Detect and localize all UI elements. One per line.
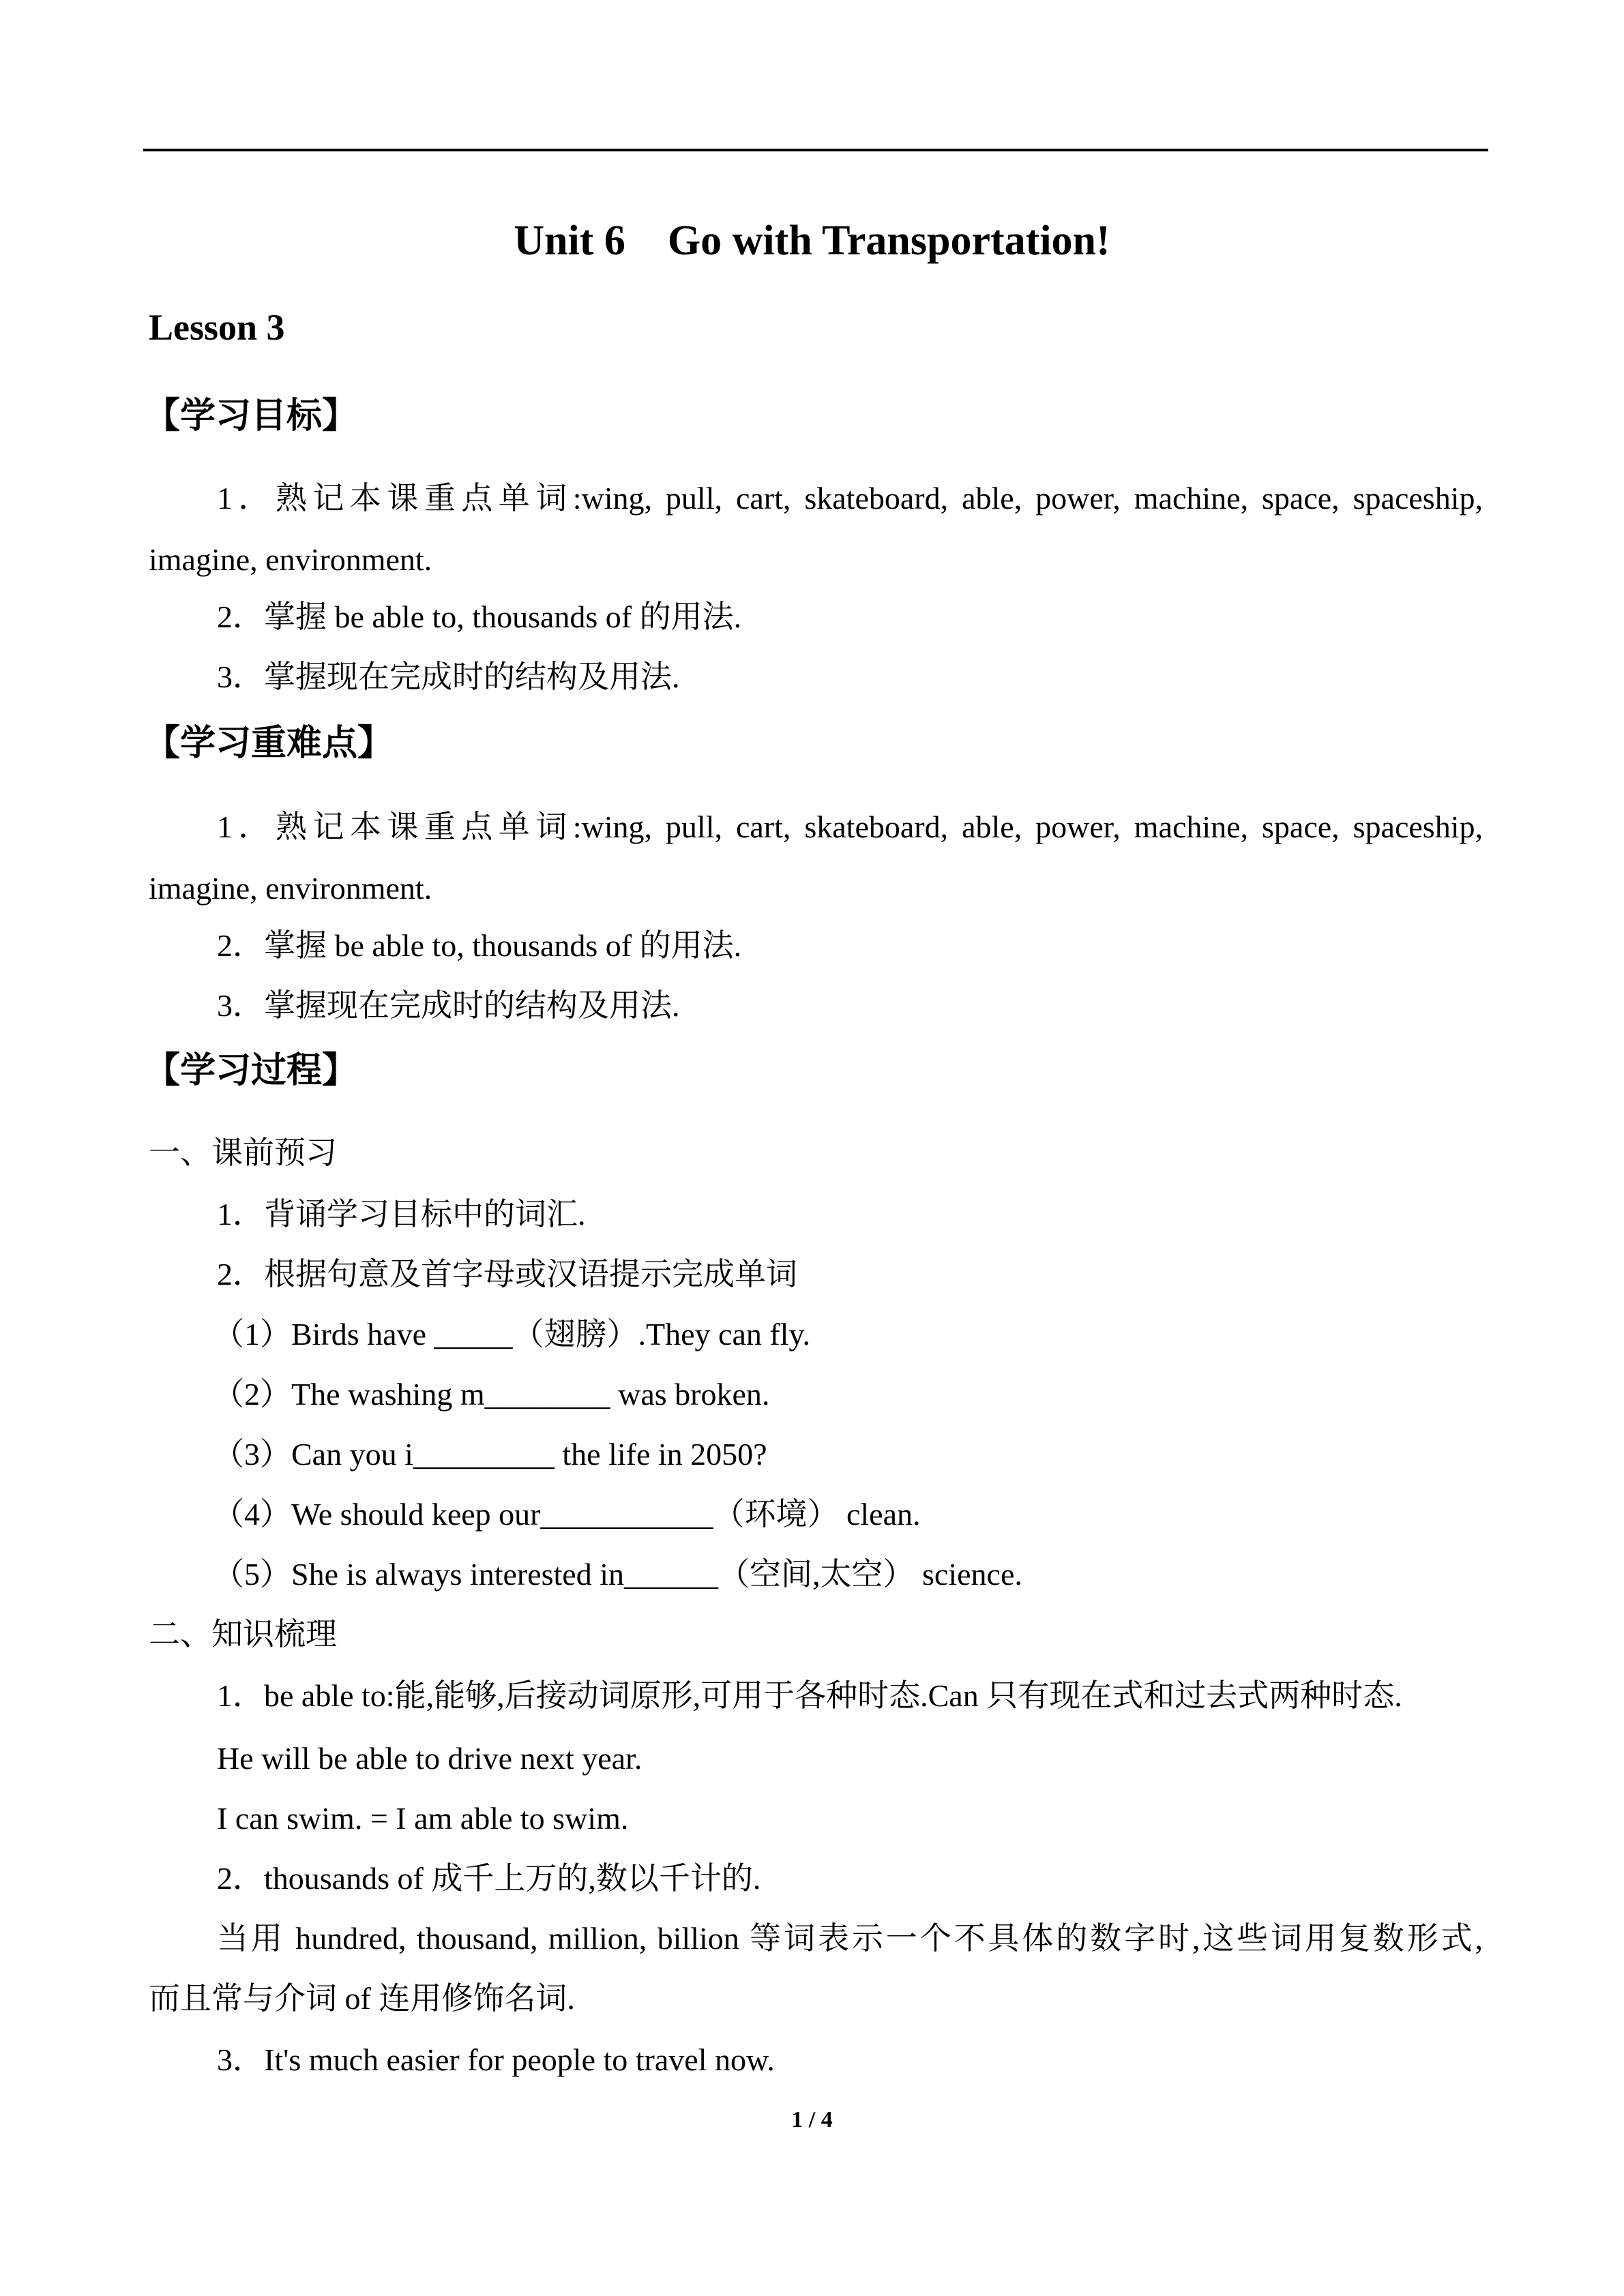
process-heading: 【学习过程】 [145, 1050, 358, 1091]
knowledge-item-2-note-line-2: 而且常与介词 of 连用修饰名词. [149, 1981, 575, 2016]
key-points-item-2: 2．掌握 be able to, thousands of 的用法. [217, 928, 742, 963]
exercise-4: （4）We should keep our___________（环境） clean. [213, 1497, 921, 1532]
knowledge-item-1: 1．be able to:能,能够,后接动词原形,可用于各种时态.Can 只有现在式和过去式两种时态. [217, 1678, 1402, 1713]
knowledge-item-2: 2．thousands of 成千上万的,数以千计的. [217, 1861, 761, 1896]
objectives-item-1-line-2: imagine, environment. [149, 542, 432, 577]
key-points-item-1-line-2: imagine, environment. [149, 871, 432, 906]
objectives-item-1-line-1: 1．熟记本课重点单词:wing, pull, cart, skateboard, able, power, machine, space, spaceship, [217, 481, 1483, 516]
exercise-2: （2）The washing m________ was broken. [213, 1377, 770, 1412]
exercise-5: （5）She is always interested in______（空间,太空） science. [213, 1557, 1022, 1592]
lesson-title: Lesson 3 [149, 307, 285, 348]
objectives-item-3: 3．掌握现在完成时的结构及用法. [217, 659, 680, 694]
key-points-heading: 【学习重难点】 [145, 723, 394, 764]
objectives-heading: 【学习目标】 [145, 396, 358, 436]
objectives-item-2: 2．掌握 be able to, thousands of 的用法. [217, 599, 742, 634]
knowledge-item-1-example-1: He will be able to drive next year. [217, 1741, 643, 1776]
exercise-3: （3）Can you i_________ the life in 2050? [213, 1437, 767, 1472]
key-points-item-3: 3．掌握现在完成时的结构及用法. [217, 988, 680, 1023]
preview-section-title: 一、课前预习 [149, 1135, 337, 1170]
page-number: 1 / 4 [791, 2107, 833, 2132]
knowledge-item-1-example-2: I can swim. = I am able to swim. [217, 1801, 629, 1836]
knowledge-section-title: 二、知识梳理 [149, 1617, 337, 1652]
knowledge-item-2-note-line-1: 当用 hundred, thousand, million, billion 等词表示一个不具体的数字时,这些词用复数形式, [217, 1921, 1483, 1956]
unit-title: Unit 6 Go with Transportation! [514, 218, 1110, 264]
preview-item-2: 2．根据句意及首字母或汉语提示完成单词 [217, 1257, 797, 1292]
exercise-1: （1）Birds have _____（翅膀）.They can fly. [213, 1317, 810, 1352]
knowledge-item-3: 3．It's much easier for people to travel now. [217, 2042, 775, 2077]
key-points-item-1-line-1: 1．熟记本课重点单词:wing, pull, cart, skateboard, able, power, machine, space, spaceship, [217, 809, 1483, 844]
preview-item-1: 1．背诵学习目标中的词汇. [217, 1197, 586, 1232]
header-rule [143, 149, 1488, 151]
